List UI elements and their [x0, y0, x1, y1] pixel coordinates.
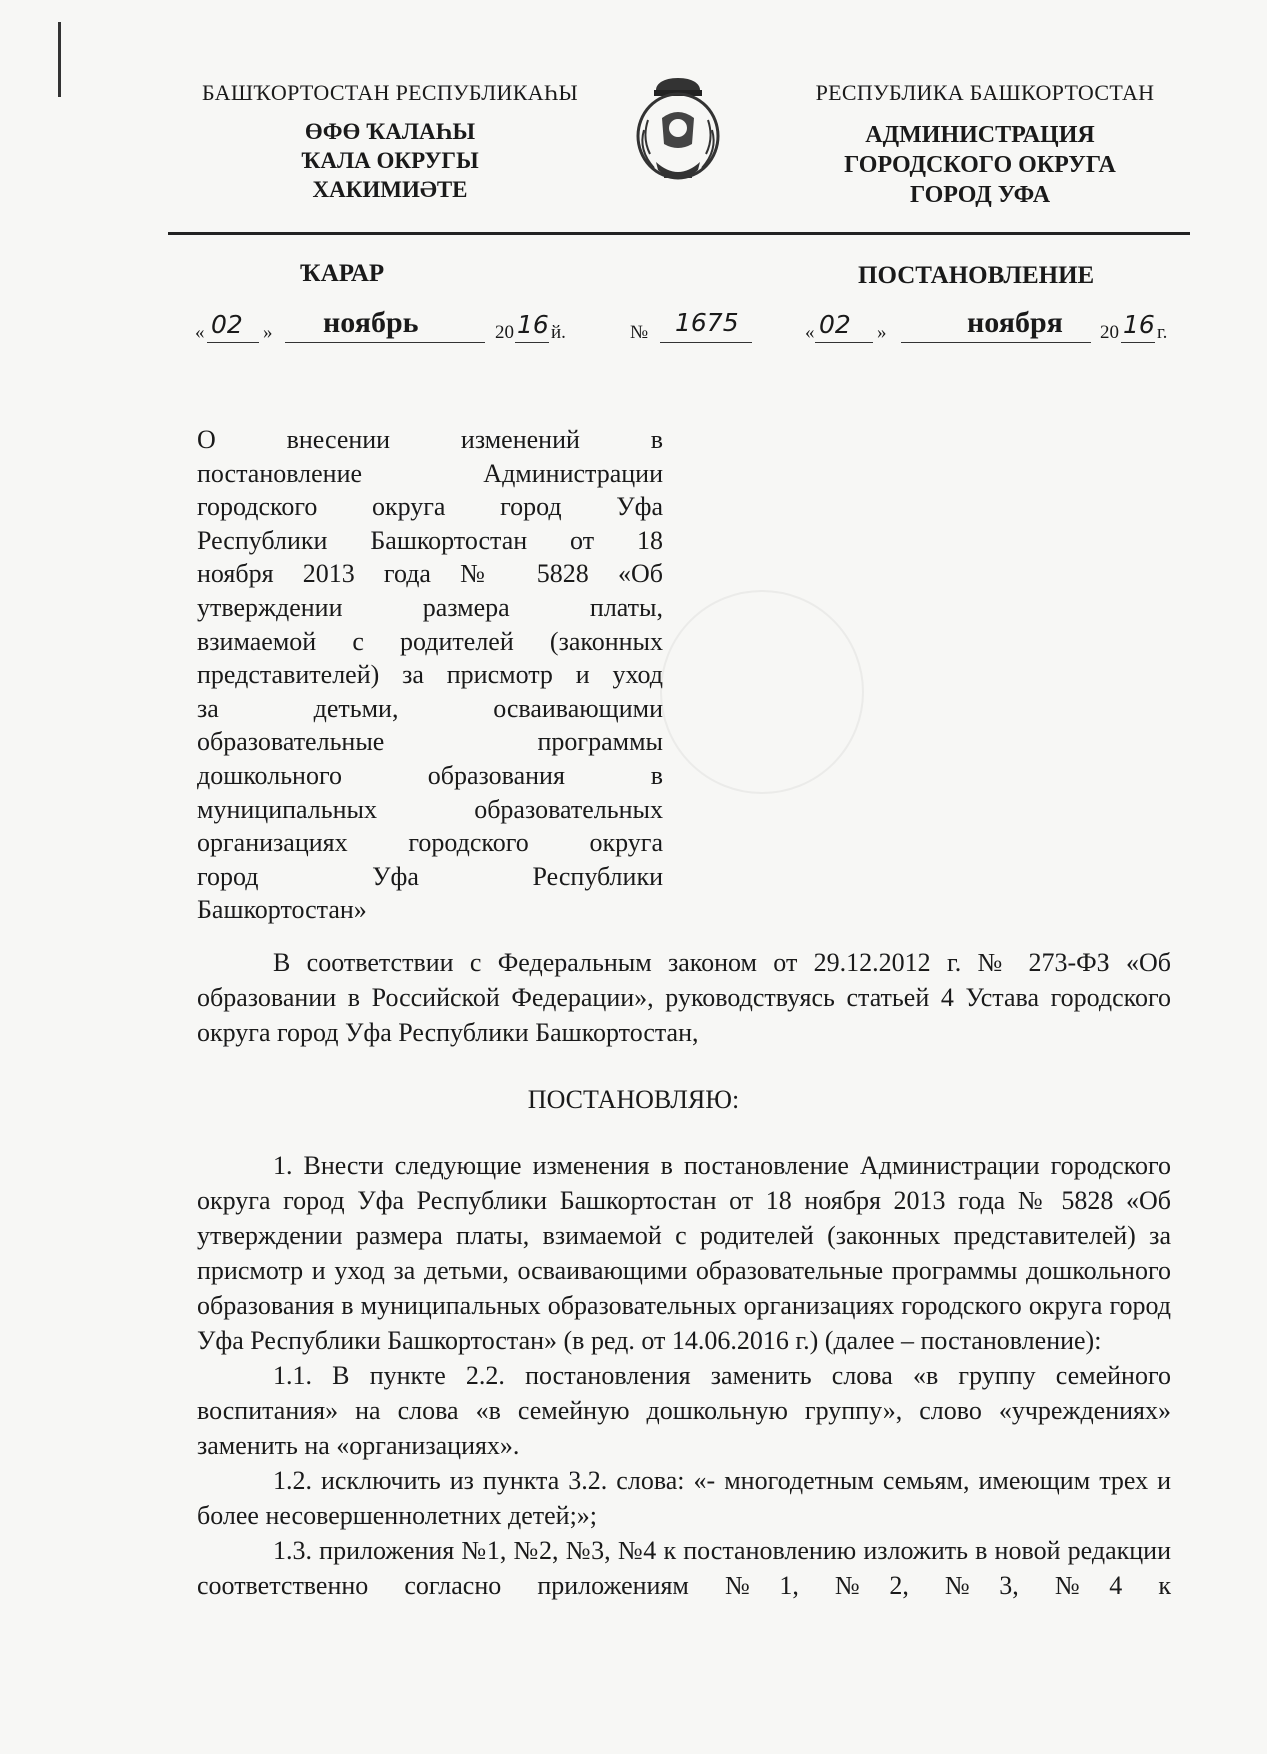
item-1-1: 1.1. В пункте 2.2. постановления заменить слова «в группу семейного воспитания» на слова «в семейную дошкольную группу», слово «учреждениях» заменить на «организациях». [197, 1361, 1171, 1460]
year-right: 16 [1123, 310, 1155, 339]
subject-line: Республики Башкортостан от 18 [197, 525, 663, 555]
subject-line: ноября 2013 года № 5828 «Об [197, 559, 663, 589]
header-right-line-3: ГОРОД УФА [909, 182, 1051, 208]
document-subject [197, 423, 663, 927]
resolution-items [197, 1148, 1171, 1603]
emblem-icon [628, 70, 728, 200]
subject-line: постановление Администрации [197, 458, 663, 488]
quote-open-right: « [805, 322, 815, 343]
subject-line: за детьми, осваивающими [197, 693, 663, 723]
subject-line: утверждении размера платы, [197, 592, 663, 622]
resolve-heading: ПОСТАНОВЛЯЮ: [527, 1085, 740, 1114]
binding-mark [58, 22, 61, 97]
year-suffix-left: й. [551, 322, 566, 343]
preamble-paragraph: В соответствии с Федеральным законом от 29.12.2012 г. № 273-ФЗ «Об образовании в Российской Федерации», руководствуясь статьей 4 Устава городского округа город Уфа Республики Башкортостан, [197, 948, 1171, 1047]
subject-line: муниципальных образовательных [197, 794, 663, 824]
quote-open-left: « [195, 322, 205, 343]
subject-line: представителей) за присмотр и уход [197, 660, 663, 690]
year-prefix-left: 20 [495, 322, 514, 343]
subject-line: образовательные программы [197, 727, 663, 757]
subject-line: дошкольного образования в [197, 760, 663, 790]
item-1: 1. Внести следующие изменения в постановление Администрации городского округа город Уфа Республики Башкортостан от 18 ноября 2013 года № 5828 «Об утверждении размера платы, взимаемой с родителей (законных представителей) за присмотр и уход за детьми, осваивающими образовательные программы дошкольного образования в муниципальных образовательных организациях городского округа город Уфа Республики Башкортостан» (в ред. от 14.06.2016 г.) (далее – постановление): [197, 1151, 1171, 1355]
date-number-row [195, 306, 1195, 352]
item-1-3: 1.3. приложения №1, №2, №3, №4 к постановлению изложить в новой редакции соответственно согласно приложениям №1, №2, №3, №4 к [197, 1536, 1171, 1600]
header-left-administration [250, 117, 530, 204]
month-right: ноября [967, 306, 1063, 339]
subject-line: городского округа город Уфа [197, 492, 663, 522]
year-prefix-right: 20 [1100, 322, 1119, 343]
subject-line: О внесении изменений в [197, 425, 663, 454]
day-right: 02 [819, 310, 851, 339]
subject-line: Башкортостан» [197, 895, 367, 925]
header-left-republic: БАШҠОРТОСТАН РЕСПУБЛИКАҺЫ [202, 80, 578, 105]
year-left: 16 [517, 310, 549, 339]
header-left-line-2: ҠАЛА ОКРУГЫ [301, 148, 479, 173]
doc-type-postanovlenie: ПОСТАНОВЛЕНИЕ [858, 262, 1095, 289]
number-sign: № [630, 322, 649, 343]
subject-line: организациях городского округа [197, 828, 663, 858]
header-right-line-2: ГОРОДСКОГО ОКРУГА [844, 152, 1116, 178]
header-right-line-1: АДМИНИСТРАЦИЯ [865, 122, 1095, 148]
header-divider [168, 232, 1190, 235]
header-left-line-1: ӨФӨ ҠАЛАҺЫ [304, 119, 476, 144]
item-1-2: 1.2. исключить из пункта 3.2. слова: «- многодетным семьям, имеющим трех и более несовершеннолетних детей;»; [197, 1466, 1171, 1530]
faint-stamp [660, 590, 864, 794]
header-right-republic: РЕСПУБЛИКА БАШКОРТОСТАН [815, 80, 1155, 105]
quote-close-right: » [877, 322, 887, 343]
month-left: ноябрь [323, 306, 419, 339]
doc-type-karar: ҠАРАР [300, 260, 385, 287]
day-left: 02 [211, 310, 243, 339]
quote-close-left: » [263, 322, 273, 343]
year-suffix-right: г. [1157, 322, 1168, 343]
header-right-administration [815, 120, 1145, 210]
document-number: 1675 [675, 308, 739, 337]
header-left-line-3: ХАКИМИӘТЕ [312, 177, 468, 202]
subject-line: город Уфа Республики [197, 861, 663, 891]
subject-line: взимаемой с родителей (законных [197, 626, 663, 656]
